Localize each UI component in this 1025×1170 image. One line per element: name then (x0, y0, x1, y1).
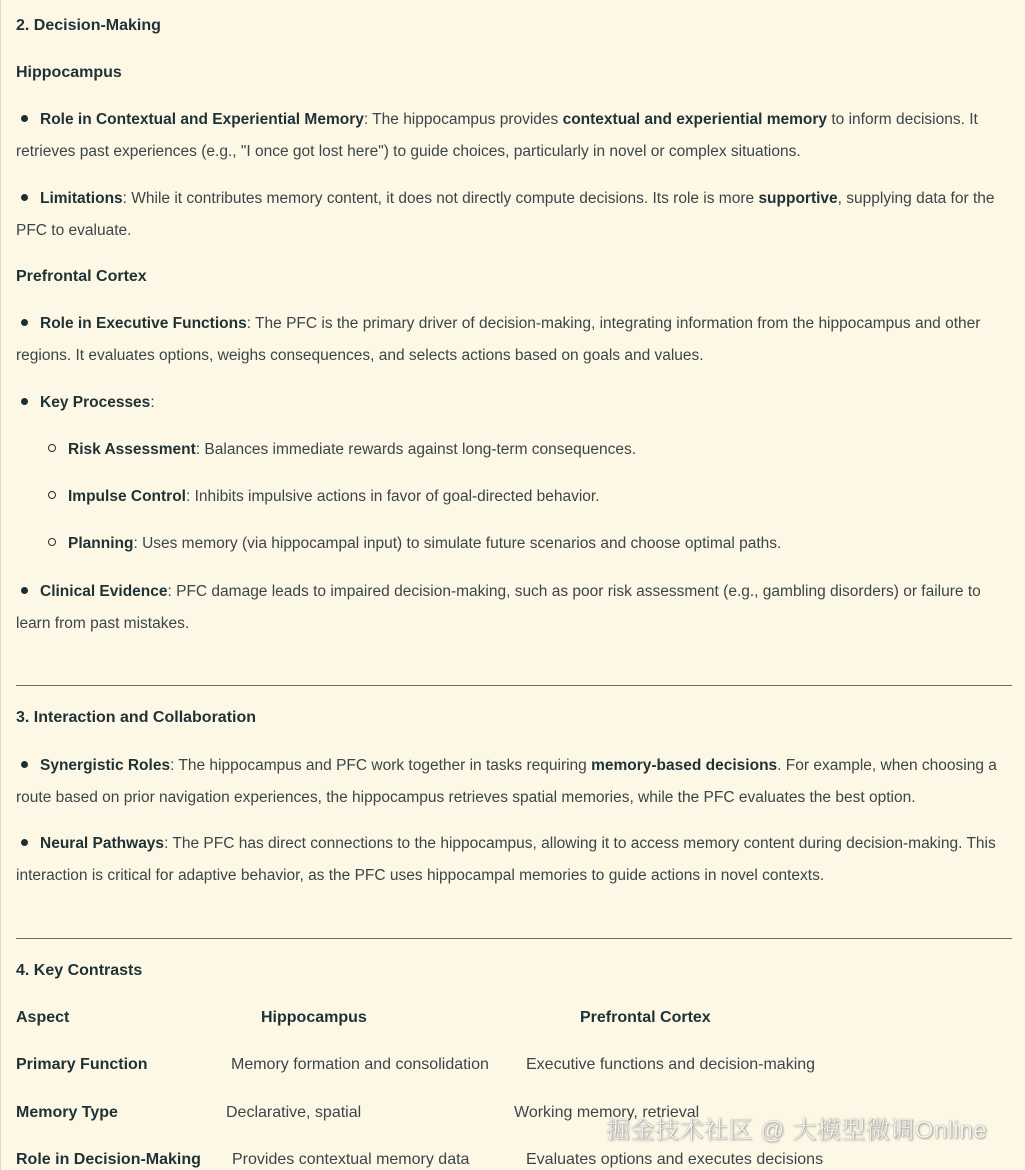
hippocampus-heading: Hippocampus (16, 64, 122, 81)
table-cell: Evaluates options and executes decisions (526, 1151, 824, 1168)
item-text: . For example, when choosing a route based on prior navigation experiences, the hippocampus retrieves spatial memories, while the PFC evaluates the best option. (16, 757, 997, 806)
item-label: Synergistic Roles (40, 757, 171, 774)
item-text: : The hippocampus and PFC work together in tasks requiring (170, 757, 592, 774)
section-2-title: 2. Decision-Making (16, 17, 161, 34)
item-text: : While it contributes memory content, it does not directly compute decisions. Its role is more (122, 190, 759, 207)
table-cell: Memory formation and consolidation (231, 1056, 489, 1073)
list-item (16, 750, 1011, 813)
section-divider (16, 685, 1012, 686)
section-divider (16, 938, 1012, 939)
bullet-icon (21, 839, 28, 846)
item-emphasis: supportive (758, 190, 838, 207)
bullet-icon (21, 587, 28, 594)
table-cell: Declarative, spatial (226, 1104, 362, 1121)
item-text: : The hippocampus provides (363, 111, 563, 128)
item-label: Role in Executive Functions (40, 315, 247, 332)
item-text: : Inhibits impulsive actions in favor of goal-directed behavior. (185, 488, 600, 505)
column-header-hippocampus: Hippocampus (261, 1009, 367, 1026)
item-label: Limitations (40, 190, 123, 207)
list-item (16, 387, 1006, 419)
table-cell: Working memory, retrieval (514, 1104, 700, 1121)
circle-bullet-icon (48, 491, 56, 499)
item-label: Impulse Control (68, 488, 186, 505)
list-item (16, 828, 1011, 891)
item-text: : Balances immediate rewards against long-term consequences. (195, 441, 637, 458)
column-header-pfc: Prefrontal Cortex (580, 1009, 711, 1026)
sub-list-item (48, 434, 1006, 466)
section-4-title: 4. Key Contrasts (16, 962, 143, 979)
item-text: : The PFC has direct connections to the hippocampus, allowing it to access memory content during decision-making. This interaction is critical for adaptive behavior, as the PFC uses hippocampal memories to guide actions in novel contexts. (16, 835, 996, 884)
item-label: Clinical Evidence (40, 583, 168, 600)
item-label: Planning (68, 535, 134, 552)
bullet-icon (21, 319, 28, 326)
item-text: to inform decisions. It retrieves past experiences (e.g., "I once got lost here") to guide choices, particularly in novel or complex situations. (16, 111, 978, 160)
row-label: Role in Decision-Making (16, 1151, 201, 1168)
list-item (16, 104, 1006, 167)
table-cell: Provides contextual memory data (232, 1151, 470, 1168)
list-item (16, 308, 1006, 371)
item-text: , supplying data for the PFC to evaluate. (16, 190, 995, 239)
sub-list-item (48, 481, 1006, 513)
bullet-icon (21, 194, 28, 201)
item-text: : Uses memory (via hippocampal input) to simulate future scenarios and choose optimal paths. (133, 535, 782, 552)
bullet-icon (21, 398, 28, 405)
row-label: Memory Type (16, 1104, 118, 1121)
item-label: Risk Assessment (68, 441, 196, 458)
pfc-heading: Prefrontal Cortex (16, 268, 147, 285)
item-text: : (150, 394, 155, 411)
list-item (16, 183, 1006, 246)
item-text: : The PFC is the primary driver of decision-making, integrating information from the hippocampus and other regions. It evaluates options, weighs consequences, and selects actions based on goals and values. (16, 315, 981, 364)
table-cell: Executive functions and decision-making (526, 1056, 816, 1073)
column-header-aspect: Aspect (16, 1009, 70, 1026)
section-3-title: 3. Interaction and Collaboration (16, 709, 257, 726)
circle-bullet-icon (48, 538, 56, 546)
circle-bullet-icon (48, 444, 56, 452)
bullet-icon (21, 115, 28, 122)
bullet-icon (21, 761, 28, 768)
sub-list-item (48, 528, 1006, 560)
item-emphasis: memory-based decisions (591, 757, 778, 774)
item-emphasis: contextual and experiential memory (562, 111, 828, 128)
row-label: Primary Function (16, 1056, 148, 1073)
watermark-text: 掘金技术社区 @ 大模型微调Online (606, 1117, 988, 1144)
list-item (16, 576, 1006, 639)
item-label: Role in Contextual and Experiential Memory (40, 111, 364, 128)
item-label: Key Processes (40, 394, 151, 411)
item-label: Neural Pathways (40, 835, 165, 852)
item-text: : PFC damage leads to impaired decision-making, such as poor risk assessment (e.g., gambling disorders) or failure to learn from past mistakes. (16, 583, 981, 632)
